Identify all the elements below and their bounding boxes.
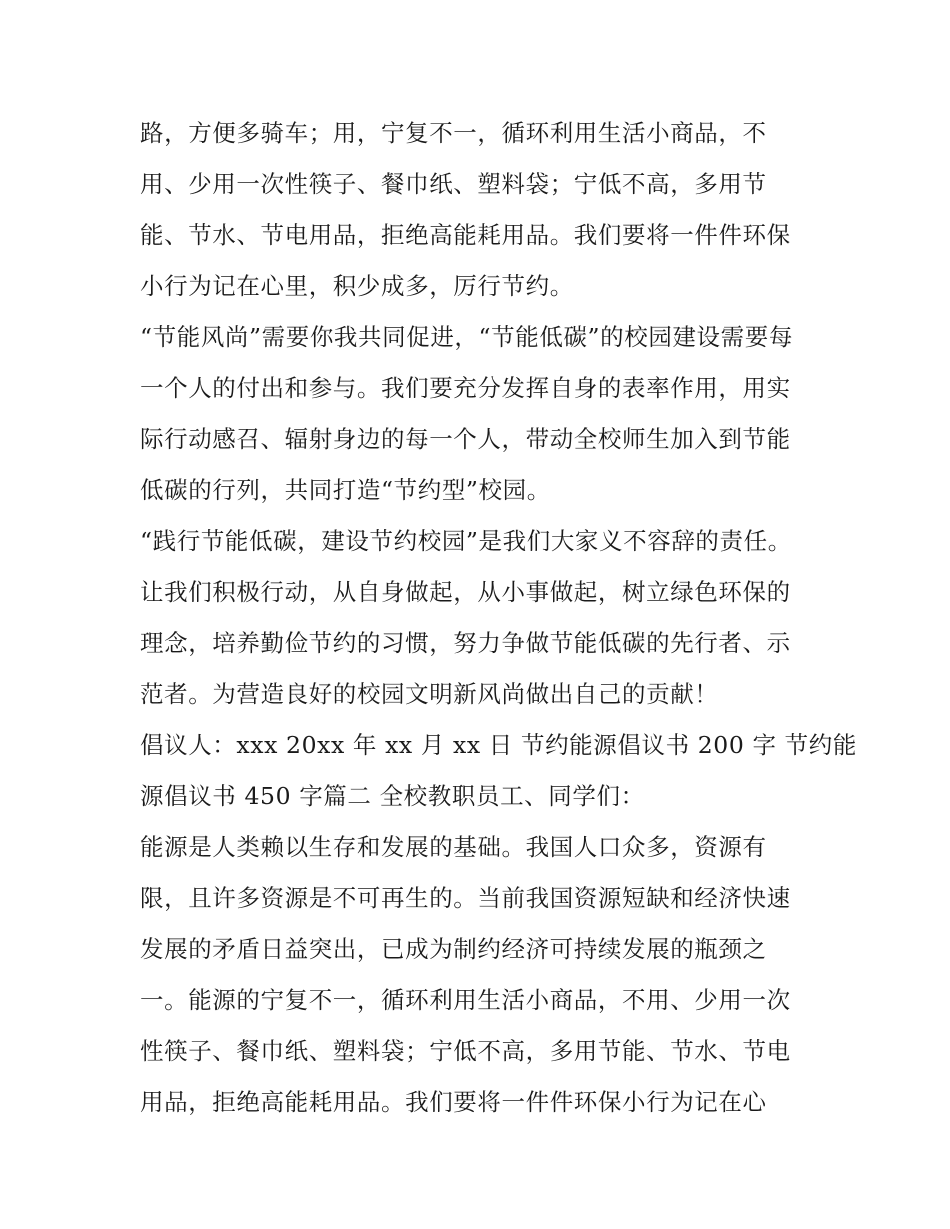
text-line: 倡议人：xxx 20xx 年 xx 月 xx 日 节约能源倡议书 200 字 节约能: [140, 731, 857, 759]
text-line: 性筷子、餐巾纸、塑料袋；宁低不高，多用节能、节水、节电: [140, 1037, 791, 1065]
text-line: 发展的矛盾日益突出，已成为制约经济可持续发展的瓶颈之: [140, 935, 767, 963]
text-line: 让我们积极行动，从自身做起，从小事做起，树立绿色环保的: [140, 578, 791, 606]
text-line: 用、少用一次性筷子、餐巾纸、塑料袋；宁低不高，多用节: [140, 170, 767, 198]
text-line: 源倡议书 450 字篇二 全校教职员工、同学们：: [140, 782, 645, 810]
text-line: 际行动感召、辐射身边的每一个人，带动全校师生加入到节能: [140, 425, 791, 453]
document-body: [140, 108, 857, 1128]
text-line: 范者。为营造良好的校园文明新风尚做出自己的贡献！: [140, 680, 719, 708]
text-line: 限，且许多资源是不可再生的。当前我国资源短缺和经济快速: [140, 884, 791, 912]
text-line: 一。能源的宁复不一，循环利用生活小商品，不用、少用一次: [140, 986, 791, 1014]
text-line: “践行节能低碳，建设节约校园”是我们大家义不容辞的责任。: [140, 527, 792, 555]
text-line: 用品，拒绝高能耗用品。我们要将一件件环保小行为记在心: [140, 1088, 767, 1116]
text-line: 路，方便多骑车；用，宁复不一，循环利用生活小商品，不: [140, 119, 767, 147]
text-line: 能源是人类赖以生存和发展的基础。我国人口众多，资源有: [140, 833, 767, 861]
text-line: 低碳的行列，共同打造“节约型”校园。: [140, 476, 551, 504]
text-line: 理念，培养勤俭节约的习惯，努力争做节能低碳的先行者、示: [140, 629, 791, 657]
text-line: “节能风尚”需要你我共同促进，“节能低碳”的校园建设需要每: [140, 323, 793, 351]
text-line: 能、节水、节电用品，拒绝高能耗用品。我们要将一件件环保: [140, 221, 791, 249]
text-line: 小行为记在心里，积少成多，厉行节约。: [140, 272, 574, 300]
text-line: 一个人的付出和参与。我们要充分发挥自身的表率作用，用实: [140, 374, 791, 402]
